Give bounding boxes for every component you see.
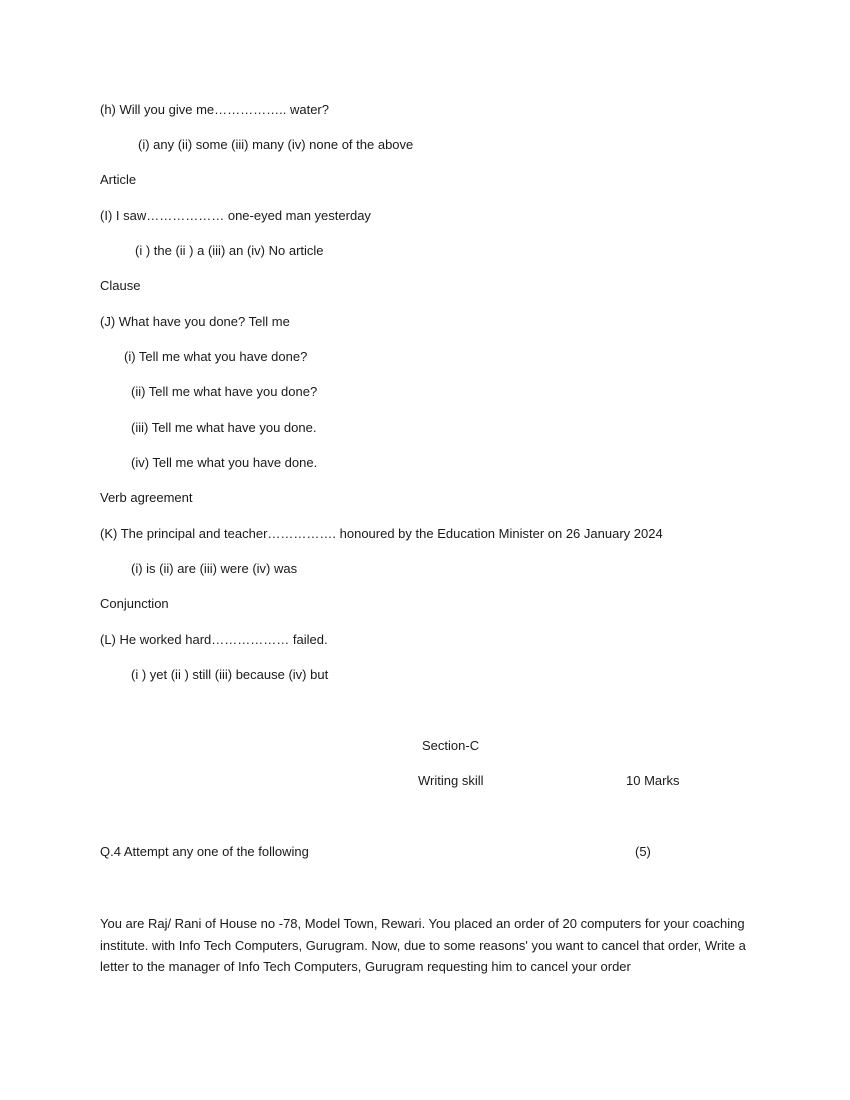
section-c-subtitle: Writing skill (418, 773, 484, 788)
q4-label: Q.4 Attempt any one of the following (100, 844, 309, 859)
heading-clause: Clause (100, 278, 141, 293)
question-j-option-4: (iv) Tell me what you have done. (131, 455, 318, 470)
section-c-title: Section-C (422, 738, 480, 753)
question-j-option-1: (i) Tell me what you have done? (124, 349, 308, 364)
q4-marks: (5) (635, 844, 651, 859)
question-k-options: (i) is (ii) are (iii) were (iv) was (131, 561, 298, 576)
question-l-stem: (L) He worked hard……………… failed. (100, 632, 328, 647)
question-l-options: (i ) yet (ii ) still (iii) because (iv) but (131, 667, 329, 682)
question-j-option-2: (ii) Tell me what have you done? (131, 384, 318, 399)
q4-prompt: You are Raj/ Rani of House no -78, Model Town, Rewari. You placed an order of 20 computers for your coaching institute. with Info Tech Computers, Gurugram. Now, due to some reasons' you want to cancel that order, Write a letter to the manager of Info Tech Computers, Gurugram requesting him to cancel your order (100, 916, 746, 975)
question-h-stem: (h) Will you give me…………….. water? (100, 102, 329, 117)
heading-verb-agreement: Verb agreement (100, 490, 193, 505)
question-i-stem: (I) I saw……………… one-eyed man yesterday (100, 208, 371, 223)
heading-article: Article (100, 172, 137, 187)
question-h-options: (i) any (ii) some (iii) many (iv) none of the above (138, 137, 414, 152)
section-c-marks: 10 Marks (626, 773, 680, 788)
question-j-stem: (J) What have you done? Tell me (100, 314, 290, 329)
question-k-stem: (K) The principal and teacher……………. honoured by the Education Minister on 26 January 2024 (100, 526, 663, 541)
heading-conjunction: Conjunction (100, 596, 169, 611)
question-j-option-3: (iii) Tell me what have you done. (131, 420, 317, 435)
question-i-options: (i ) the (ii ) a (iii) an (iv) No article (135, 243, 324, 258)
